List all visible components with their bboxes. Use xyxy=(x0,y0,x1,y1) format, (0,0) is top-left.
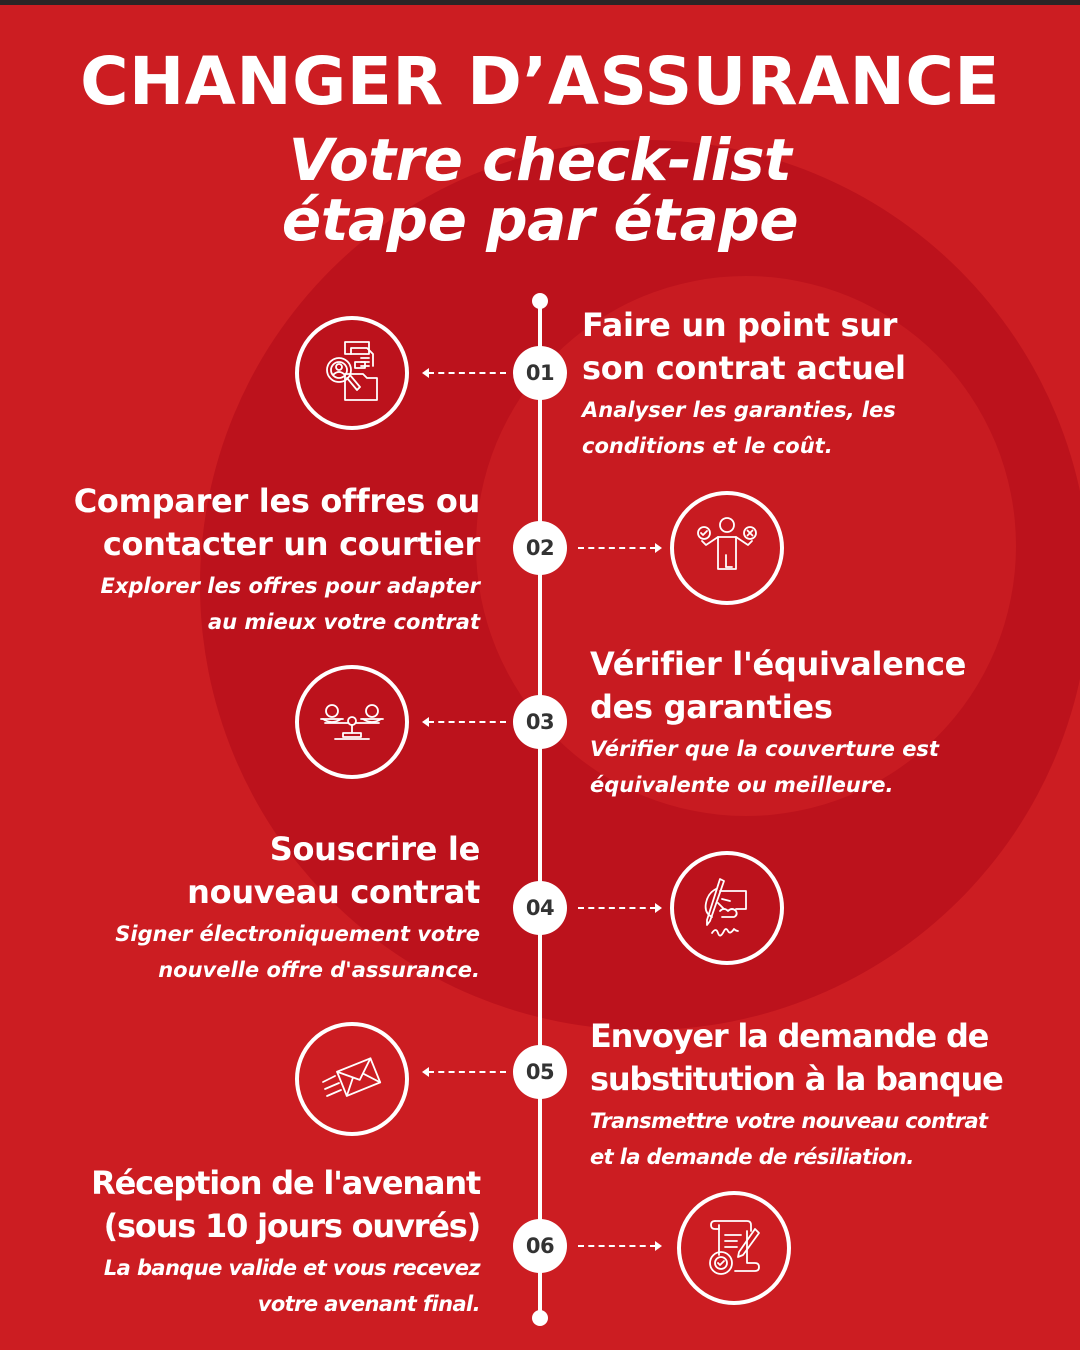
step-title-line: Envoyer la demande de xyxy=(590,1017,989,1055)
dashed-arrow-right xyxy=(578,547,656,549)
timeline-line xyxy=(538,301,542,1318)
step-title-line: nouveau contrat xyxy=(187,873,480,911)
step-desc-line: équivalente ou meilleure. xyxy=(590,773,894,797)
dashed-arrow-right xyxy=(578,907,656,909)
step-icon-02 xyxy=(670,491,784,605)
step-text-06 xyxy=(91,1162,480,1322)
subtitle-line-2: étape par étape xyxy=(281,186,799,254)
step-icon-04 xyxy=(670,851,784,965)
step-desc-line: Vérifier que la couverture est xyxy=(590,737,939,761)
step-desc-line: conditions et le coût. xyxy=(582,434,833,458)
step-title-01 xyxy=(582,304,906,390)
step-title-line: son contrat actuel xyxy=(582,349,906,387)
step-desc-line: et la demande de résiliation. xyxy=(590,1145,914,1169)
step-desc-02 xyxy=(74,568,480,640)
subtitle-line-1: Votre check-list xyxy=(288,126,792,194)
step-title-line: Souscrire le xyxy=(269,830,480,868)
hand-signing-pen-icon xyxy=(690,871,764,945)
step-title-line: contacter un courtier xyxy=(102,525,480,563)
step-icon-05 xyxy=(295,1022,409,1136)
step-badge-05: 05 xyxy=(513,1045,567,1099)
step-title-line: Réception de l'avenant xyxy=(91,1164,480,1202)
step-title-05 xyxy=(590,1015,1003,1101)
step-desc-line: Analyser les garanties, les xyxy=(582,398,896,422)
step-desc-line: Transmettre votre nouveau contrat xyxy=(590,1109,988,1133)
step-title-line: Faire un point sur xyxy=(582,306,898,344)
page-title: CHANGER D’ASSURANCE xyxy=(80,43,1000,120)
step-badge-03: 03 xyxy=(513,695,567,749)
top-bar xyxy=(0,0,1080,5)
step-desc-05 xyxy=(590,1103,1003,1175)
folder-search-person-icon xyxy=(315,336,389,410)
step-icon-01 xyxy=(295,316,409,430)
step-desc-line: Signer électroniquement votre xyxy=(115,922,480,946)
step-title-line: Vérifier l'équivalence xyxy=(590,645,967,683)
step-title-06 xyxy=(91,1162,480,1248)
step-text-01 xyxy=(582,304,906,464)
step-text-05 xyxy=(590,1015,1003,1175)
step-title-03 xyxy=(590,643,966,729)
step-desc-01 xyxy=(582,392,906,464)
certificate-scroll-pen-icon xyxy=(697,1211,771,1285)
step-badge-06: 06 xyxy=(513,1219,567,1273)
dashed-arrow-left xyxy=(428,721,506,723)
step-title-line: substitution à la banque xyxy=(590,1060,1003,1098)
step-desc-line: au mieux votre contrat xyxy=(207,610,480,634)
dashed-arrow-left xyxy=(428,1071,506,1073)
person-choice-check-cross-icon xyxy=(690,511,764,585)
step-text-03 xyxy=(590,643,966,803)
step-title-02 xyxy=(74,480,480,566)
step-badge-04: 04 xyxy=(513,881,567,935)
timeline-end-dot xyxy=(532,1310,548,1326)
step-desc-line: La banque valide et vous recevez xyxy=(103,1256,480,1280)
step-badge-02: 02 xyxy=(513,521,567,575)
step-title-line: (sous 10 jours ouvrés) xyxy=(103,1207,480,1245)
step-desc-03 xyxy=(590,731,966,803)
step-desc-04 xyxy=(115,916,480,988)
step-text-04 xyxy=(115,828,480,988)
page-subtitle xyxy=(0,126,1080,254)
step-title-04 xyxy=(115,828,480,914)
step-desc-line: votre avenant final. xyxy=(257,1292,480,1316)
sending-envelope-icon xyxy=(315,1042,389,1116)
step-desc-06 xyxy=(91,1250,480,1322)
timeline-start-dot xyxy=(532,293,548,309)
step-desc-line: Explorer les offres pour adapter xyxy=(100,574,480,598)
step-text-02 xyxy=(74,480,480,640)
step-desc-line: nouvelle offre d'assurance. xyxy=(158,958,480,982)
dashed-arrow-left xyxy=(428,372,506,374)
step-icon-06 xyxy=(677,1191,791,1305)
balance-scale-icon xyxy=(315,685,389,759)
dashed-arrow-right xyxy=(578,1245,656,1247)
step-title-line: des garanties xyxy=(590,688,833,726)
step-title-line: Comparer les offres ou xyxy=(73,482,480,520)
step-icon-03 xyxy=(295,665,409,779)
step-badge-01: 01 xyxy=(513,346,567,400)
